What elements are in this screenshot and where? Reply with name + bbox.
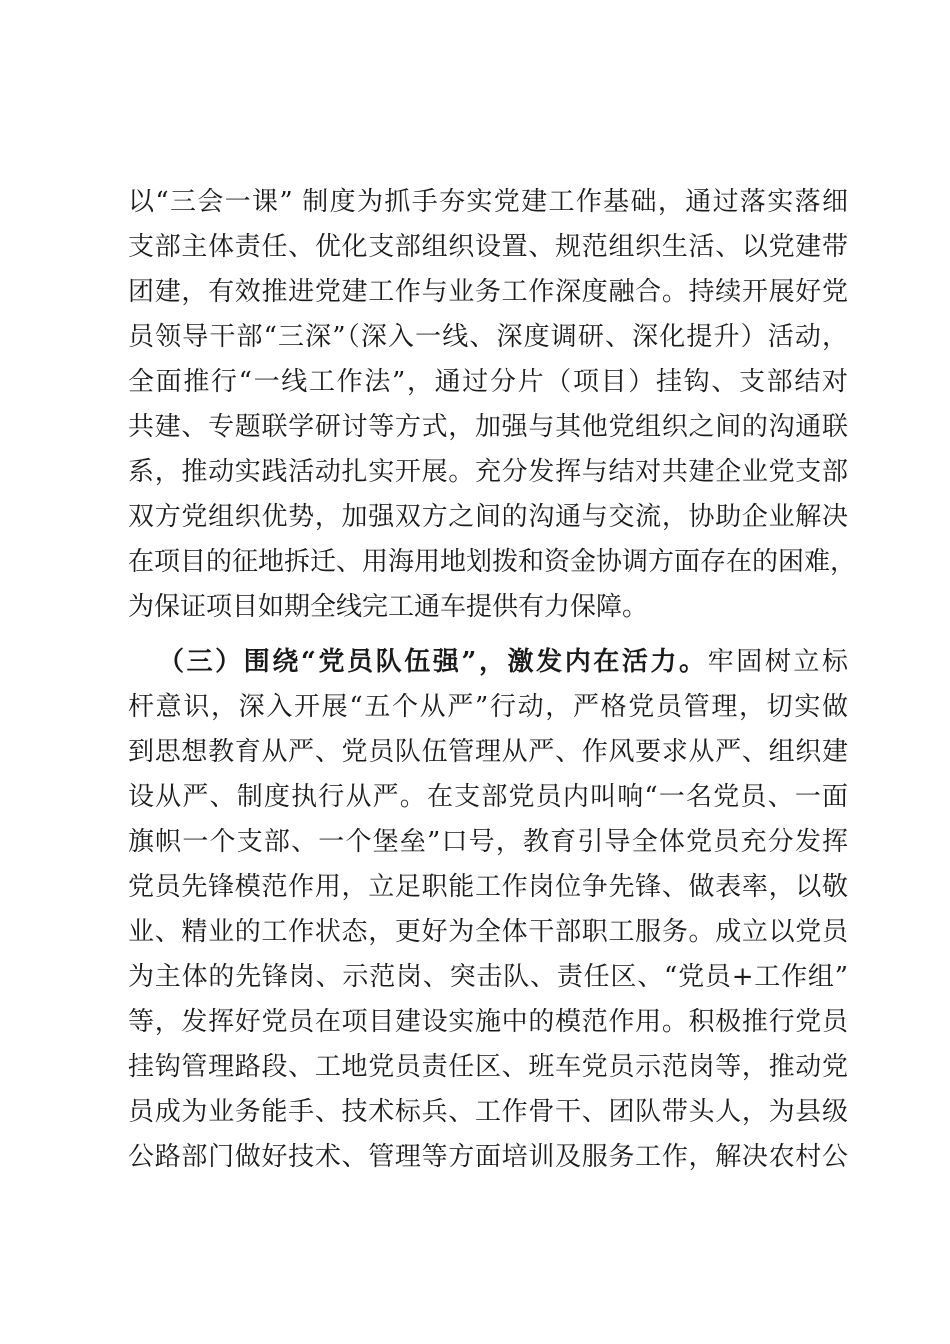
paragraph-1-line: 团建，有效推进党建工作与业务工作深度融合。持续开展好党 [128, 277, 848, 307]
paragraph-1-line: 在项目的征地拆迁、用海用地划拨和资金协调方面存在的困难， [128, 547, 857, 577]
paragraph-2-line: 为主体的先锋岗、示范岗、突击队、责任区、“党员+工作组” [128, 962, 848, 992]
paragraph-2-first-line [158, 640, 848, 684]
paragraph-2-line: 党员先锋模范作用，立足职能工作岗位争先锋、做表率，以敬 [128, 872, 848, 902]
paragraph-2-line: 旗帜一个支部、一个堡垒”口号，教育引导全体党员充分发挥 [128, 827, 848, 857]
paragraph-1-line: 全面推行“一线工作法”，通过分片（项目）挂钩、支部结对 [128, 367, 848, 397]
paragraph-2-line: 业、精业的工作状态，更好为全体干部职工服务。成立以党员 [128, 917, 848, 947]
paragraph-2-line: 等，发挥好党员在项目建设实施中的模范作用。积极推行党员 [128, 1007, 848, 1037]
paragraph-1-line: 支部主体责任、优化支部组织设置、规范组织生活、以党建带 [128, 232, 848, 262]
paragraph-2-line: 公路部门做好技术、管理等方面培训及服务工作，解决农村公 [128, 1142, 848, 1172]
paragraph-2-line: 挂钩管理路段、工地党员责任区、班车党员示范岗等，推动党 [128, 1052, 848, 1082]
paragraph-2-line: 设从严、制度执行从严。在支部党员内叫响“一名党员、一面 [128, 782, 848, 812]
paragraph-1-line: 以“三会一课” 制度为抓手夯实党建工作基础，通过落实落细 [128, 187, 848, 217]
paragraph-1-line: 为保证项目如期全线完工通车提供有力保障。 [128, 592, 649, 622]
paragraph-2-line: 员成为业务能手、技术标兵、工作骨干、团队带头人，为县级 [128, 1097, 848, 1127]
section-heading: （三）围绕“党员队伍强”，激发内在活力。 [158, 647, 708, 677]
section-heading-rest: 牢固树立标 [707, 647, 848, 677]
paragraph-1-line: 共建、专题联学研讨等方式，加强与其他党组织之间的沟通联 [128, 412, 848, 442]
paragraph-1-line: 双方党组织优势，加强双方之间的沟通与交流，协助企业解决 [128, 502, 848, 532]
paragraph-2-line: 到思想教育从严、党员队伍管理从严、作风要求从严、组织建 [128, 737, 848, 767]
paragraph-2-line: 杆意识，深入开展“五个从严”行动，严格党员管理，切实做 [128, 692, 848, 722]
paragraph-1-line: 系，推动实践活动扎实开展。充分发挥与结对共建企业党支部 [128, 457, 848, 487]
paragraph-1-line: 员领导干部“三深”（深入一线、深度调研、深化提升）活动， [128, 322, 848, 352]
